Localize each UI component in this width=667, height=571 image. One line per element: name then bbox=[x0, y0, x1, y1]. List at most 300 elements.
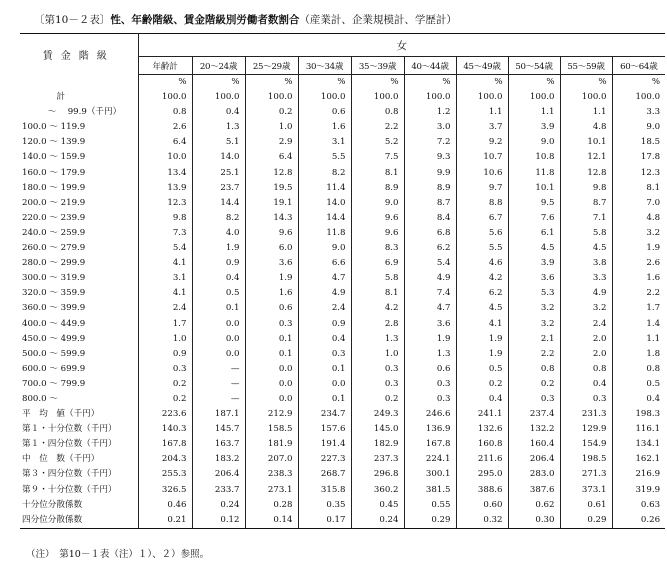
table-cell: 0.2 bbox=[245, 105, 298, 120]
column-header: 30～34歳 bbox=[298, 57, 351, 75]
table-cell: 231.3 bbox=[560, 407, 612, 422]
table-cell: 0.1 bbox=[245, 347, 298, 362]
table-cell: 0.3 bbox=[351, 377, 404, 392]
table-cell: 0.0 bbox=[192, 347, 245, 362]
table-row bbox=[20, 422, 665, 437]
table-cell: 3.7 bbox=[456, 120, 508, 135]
table-cell: 0.2 bbox=[138, 392, 192, 407]
row-label: 第１・四分位数（千円） bbox=[20, 437, 138, 452]
table-cell: 3.2 bbox=[508, 317, 560, 332]
table-row bbox=[20, 105, 665, 120]
table-cell: 5.4 bbox=[138, 241, 192, 256]
table-row bbox=[20, 196, 665, 211]
table-cell: 1.3 bbox=[404, 347, 456, 362]
table-cell: 1.1 bbox=[560, 105, 612, 120]
table-cell: 8.1 bbox=[351, 166, 404, 181]
table-title bbox=[34, 12, 457, 27]
table-cell: % bbox=[351, 75, 404, 91]
table-cell: 0.8 bbox=[351, 105, 404, 120]
table-cell: 8.2 bbox=[298, 166, 351, 181]
table-cell: 3.2 bbox=[646, 227, 661, 238]
table-cell: 12.1 bbox=[560, 150, 612, 165]
table-cell: 1.6 bbox=[298, 120, 351, 135]
table-cell: 1.6 bbox=[245, 286, 298, 301]
table-cell: 360.2 bbox=[351, 483, 404, 498]
table-cell: 1.3 bbox=[351, 332, 404, 347]
table-cell: 9.9 bbox=[404, 166, 456, 181]
row-label: 220.0 ～ 239.9 bbox=[20, 211, 138, 226]
table-cell: 234.7 bbox=[298, 407, 351, 422]
table-cell: 273.1 bbox=[245, 483, 298, 498]
table-cell: 0.3 bbox=[508, 392, 560, 407]
table-cell: 100.0 bbox=[351, 90, 404, 105]
table-cell: 7.4 bbox=[404, 286, 456, 301]
row-label: 180.0 ～ 199.9 bbox=[20, 181, 138, 196]
table-cell: 5.5 bbox=[456, 241, 508, 256]
table-cell: 0.6 bbox=[298, 105, 351, 120]
table-cell: 1.0 bbox=[351, 347, 404, 362]
row-label: 第１・十分位数（千円） bbox=[20, 422, 138, 437]
table-cell: 0.35 bbox=[298, 498, 351, 513]
table-row bbox=[20, 226, 665, 241]
table-cell: 25.1 bbox=[192, 166, 245, 181]
table-cell: 211.6 bbox=[456, 452, 508, 467]
table-cell: 0.21 bbox=[138, 513, 192, 529]
table-cell: 6.6 bbox=[298, 256, 351, 271]
table-cell: 5.2 bbox=[351, 135, 404, 150]
table-cell: 3.2 bbox=[560, 301, 612, 316]
table-row bbox=[20, 241, 665, 256]
table-cell: 0.8 bbox=[138, 105, 192, 120]
table-cell: 8.4 bbox=[404, 211, 456, 226]
table-cell: 9.6 bbox=[245, 226, 298, 241]
table-cell: 140.3 bbox=[138, 422, 192, 437]
row-label: 平 均 値（千円） bbox=[20, 407, 138, 422]
table-cell: 8.9 bbox=[351, 181, 404, 196]
table-cell: 3.8 bbox=[560, 256, 612, 271]
table-cell: 2.9 bbox=[245, 135, 298, 150]
table-cell: 0.4 bbox=[646, 393, 661, 404]
row-label: 200.0 ～ 219.9 bbox=[20, 196, 138, 211]
table-cell: — bbox=[192, 392, 245, 407]
table-cell: 1.8 bbox=[646, 348, 661, 359]
table-cell: 100.0 bbox=[138, 90, 192, 105]
table-row bbox=[20, 377, 665, 392]
table-cell: 10.0 bbox=[138, 150, 192, 165]
table-cell: 100.0 bbox=[404, 90, 456, 105]
table-cell: 207.0 bbox=[245, 452, 298, 467]
row-label: 四分位分散係数 bbox=[20, 513, 138, 529]
table-cell: 11.8 bbox=[508, 166, 560, 181]
table-cell: 0.24 bbox=[351, 513, 404, 529]
wage-distribution-table bbox=[20, 33, 665, 529]
table-row bbox=[20, 181, 665, 196]
table-cell: 12.3 bbox=[640, 167, 661, 178]
table-cell: 0.3 bbox=[138, 362, 192, 377]
table-row bbox=[20, 150, 665, 165]
table-cell: 0.45 bbox=[351, 498, 404, 513]
table-cell: 1.2 bbox=[404, 105, 456, 120]
table-cell: 387.6 bbox=[508, 483, 560, 498]
table-cell: 227.3 bbox=[298, 452, 351, 467]
table-row bbox=[20, 166, 665, 181]
table-cell: % bbox=[192, 75, 245, 91]
column-header: 40～44歳 bbox=[404, 57, 456, 75]
table-cell: 0.12 bbox=[192, 513, 245, 529]
table-cell: 9.5 bbox=[508, 196, 560, 211]
table-cell: 319.9 bbox=[635, 484, 661, 495]
table-cell: 0.3 bbox=[298, 347, 351, 362]
table-cell: 0.8 bbox=[508, 362, 560, 377]
table-cell: 0.9 bbox=[298, 317, 351, 332]
table-cell: 0.0 bbox=[245, 377, 298, 392]
table-cell: 100.0 bbox=[298, 90, 351, 105]
table-cell: 6.0 bbox=[245, 241, 298, 256]
column-header: 35～39歳 bbox=[351, 57, 404, 75]
table-cell: 0.5 bbox=[456, 362, 508, 377]
table-cell: 2.8 bbox=[351, 317, 404, 332]
row-label: 十分位分散係数 bbox=[20, 498, 138, 513]
table-cell: 1.3 bbox=[192, 120, 245, 135]
table-row bbox=[20, 135, 665, 150]
table-cell: 255.3 bbox=[138, 467, 192, 482]
table-cell: 10.6 bbox=[456, 166, 508, 181]
table-cell: 160.8 bbox=[456, 437, 508, 452]
table-subtitle: （産業計、企業規模計、学歴計） bbox=[299, 14, 457, 26]
row-label: 600.0 ～ 699.9 bbox=[20, 362, 138, 377]
row-label bbox=[20, 75, 138, 91]
table-cell: 0.8 bbox=[646, 363, 661, 374]
table-cell: 0.32 bbox=[456, 513, 508, 529]
table-cell: 0.61 bbox=[560, 498, 612, 513]
table-cell: 0.26 bbox=[612, 513, 665, 529]
row-label: 320.0 ～ 359.9 bbox=[20, 286, 138, 301]
table-cell: 3.6 bbox=[404, 317, 456, 332]
table-cell: 246.6 bbox=[404, 407, 456, 422]
row-label: 700.0 ～ 799.9 bbox=[20, 377, 138, 392]
table-cell: 187.1 bbox=[192, 407, 245, 422]
table-cell: 233.7 bbox=[192, 483, 245, 498]
table-cell: 3.6 bbox=[508, 271, 560, 286]
table-cell: 8.9 bbox=[404, 181, 456, 196]
table-cell: 9.8 bbox=[138, 211, 192, 226]
table-cell: 2.4 bbox=[298, 301, 351, 316]
table-cell: 3.6 bbox=[245, 256, 298, 271]
table-cell: 198.3 bbox=[635, 409, 661, 420]
table-cell: 14.4 bbox=[298, 211, 351, 226]
table-cell: 0.0 bbox=[192, 317, 245, 332]
table-cell: 4.0 bbox=[192, 226, 245, 241]
table-cell: 7.2 bbox=[404, 135, 456, 150]
table-cell: 2.6 bbox=[646, 258, 661, 269]
table-row bbox=[20, 332, 665, 347]
table-cell: 3.9 bbox=[508, 120, 560, 135]
table-cell: 0.29 bbox=[404, 513, 456, 529]
table-cell: 9.0 bbox=[351, 196, 404, 211]
table-cell: 2.4 bbox=[138, 301, 192, 316]
row-label: 260.0 ～ 279.9 bbox=[20, 241, 138, 256]
table-cell: 163.7 bbox=[192, 437, 245, 452]
table-cell: 0.1 bbox=[192, 301, 245, 316]
group-header-female: 女 bbox=[138, 34, 665, 57]
row-label: 100.0 ～ 119.9 bbox=[20, 120, 138, 135]
table-cell: 1.7 bbox=[646, 303, 661, 314]
table-cell: 100.0 bbox=[245, 90, 298, 105]
table-row bbox=[20, 286, 665, 301]
table-cell: 0.29 bbox=[560, 513, 612, 529]
table-cell: 283.0 bbox=[508, 467, 560, 482]
table-row bbox=[20, 407, 665, 422]
table-cell: 2.2 bbox=[508, 347, 560, 362]
table-cell: 0.62 bbox=[508, 498, 560, 513]
table-cell: % bbox=[560, 75, 612, 91]
row-label: 300.0 ～ 319.9 bbox=[20, 271, 138, 286]
table-cell: 5.5 bbox=[298, 150, 351, 165]
table-cell: 373.1 bbox=[560, 483, 612, 498]
table-cell: 136.9 bbox=[404, 422, 456, 437]
column-header: 20～24歳 bbox=[192, 57, 245, 75]
table-cell: 223.6 bbox=[138, 407, 192, 422]
table-row bbox=[20, 317, 665, 332]
column-header: 45～49歳 bbox=[456, 57, 508, 75]
table-cell: 1.0 bbox=[245, 120, 298, 135]
table-cell: 1.0 bbox=[138, 332, 192, 347]
table-number: 〔第10－２表〕 bbox=[34, 14, 111, 26]
table-cell: 182.9 bbox=[351, 437, 404, 452]
table-cell: 10.1 bbox=[508, 181, 560, 196]
table-cell: 206.4 bbox=[508, 452, 560, 467]
table-cell: 14.0 bbox=[192, 150, 245, 165]
table-cell: 3.3 bbox=[646, 107, 661, 118]
table-cell: 9.0 bbox=[298, 241, 351, 256]
table-cell: 0.60 bbox=[456, 498, 508, 513]
row-label: 280.0 ～ 299.9 bbox=[20, 256, 138, 271]
table-cell: 206.4 bbox=[192, 467, 245, 482]
table-cell: 0.0 bbox=[298, 377, 351, 392]
table-cell: 0.2 bbox=[351, 392, 404, 407]
table-cell: 11.4 bbox=[298, 181, 351, 196]
table-cell: 4.2 bbox=[351, 301, 404, 316]
table-cell: 326.5 bbox=[138, 483, 192, 498]
table-cell: 0.28 bbox=[245, 498, 298, 513]
table-row bbox=[20, 75, 665, 91]
table-cell: 0.8 bbox=[560, 362, 612, 377]
table-cell: 8.1 bbox=[646, 182, 661, 193]
table-cell: 5.8 bbox=[560, 226, 612, 241]
table-cell: 1.1 bbox=[646, 333, 661, 344]
table-cell: 19.5 bbox=[245, 181, 298, 196]
table-cell: 5.3 bbox=[508, 286, 560, 301]
table-cell: 10.1 bbox=[560, 135, 612, 150]
table-cell: 238.3 bbox=[245, 467, 298, 482]
table-cell: 7.1 bbox=[560, 211, 612, 226]
column-header: 60～64歳 bbox=[612, 57, 665, 75]
table-cell: 0.2 bbox=[138, 377, 192, 392]
table-cell: 3.9 bbox=[508, 256, 560, 271]
table-cell: 12.8 bbox=[560, 166, 612, 181]
table-cell: 7.5 bbox=[351, 150, 404, 165]
row-label: ～ 99.9（千円） bbox=[20, 105, 138, 120]
table-cell: 145.7 bbox=[192, 422, 245, 437]
table-cell: 167.8 bbox=[404, 437, 456, 452]
table-cell: 12.3 bbox=[138, 196, 192, 211]
table-cell: 296.8 bbox=[351, 467, 404, 482]
table-cell: 1.9 bbox=[192, 241, 245, 256]
table-cell: 162.1 bbox=[635, 454, 661, 465]
table-cell: % bbox=[456, 75, 508, 91]
table-cell: 18.5 bbox=[640, 137, 661, 148]
table-cell: 1.9 bbox=[456, 347, 508, 362]
table-cell: 5.6 bbox=[456, 226, 508, 241]
table-cell: 381.5 bbox=[404, 483, 456, 498]
table-cell: 0.3 bbox=[245, 317, 298, 332]
table-cell: 224.1 bbox=[404, 452, 456, 467]
table-row bbox=[20, 483, 665, 498]
table-cell: 100.0 bbox=[635, 92, 661, 103]
table-cell: 9.8 bbox=[560, 181, 612, 196]
table-cell: 241.1 bbox=[456, 407, 508, 422]
table-cell: 0.55 bbox=[404, 498, 456, 513]
table-cell: 4.9 bbox=[298, 286, 351, 301]
table-cell: 4.1 bbox=[138, 286, 192, 301]
table-row bbox=[20, 452, 665, 467]
table-cell: 4.2 bbox=[456, 271, 508, 286]
table-cell: 0.6 bbox=[404, 362, 456, 377]
table-cell: 216.9 bbox=[635, 469, 661, 480]
row-label: 450.0 ～ 499.9 bbox=[20, 332, 138, 347]
table-cell: 0.30 bbox=[508, 513, 560, 529]
table-row bbox=[20, 347, 665, 362]
table-cell: 10.7 bbox=[456, 150, 508, 165]
table-cell: 4.9 bbox=[560, 286, 612, 301]
table-cell: 5.8 bbox=[351, 271, 404, 286]
table-cell: 154.9 bbox=[560, 437, 612, 452]
table-row bbox=[20, 90, 665, 105]
table-cell: 1.1 bbox=[456, 105, 508, 120]
table-cell: 183.2 bbox=[192, 452, 245, 467]
row-label: 160.0 ～ 179.9 bbox=[20, 166, 138, 181]
table-cell: 0.3 bbox=[404, 377, 456, 392]
table-cell: — bbox=[192, 377, 245, 392]
table-cell: 8.2 bbox=[192, 211, 245, 226]
table-cell: 17.8 bbox=[640, 152, 661, 163]
table-cell: 3.0 bbox=[404, 120, 456, 135]
table-cell: 0.9 bbox=[192, 256, 245, 271]
table-cell: 4.7 bbox=[298, 271, 351, 286]
table-cell: 12.8 bbox=[245, 166, 298, 181]
table-cell: 23.7 bbox=[192, 181, 245, 196]
table-cell: 315.8 bbox=[298, 483, 351, 498]
table-cell: 3.1 bbox=[298, 135, 351, 150]
table-cell: 9.6 bbox=[351, 211, 404, 226]
row-label: 500.0 ～ 599.9 bbox=[20, 347, 138, 362]
table-cell: 5.4 bbox=[404, 256, 456, 271]
row-label: 140.0 ～ 159.9 bbox=[20, 150, 138, 165]
table-cell: 268.7 bbox=[298, 467, 351, 482]
table-cell: 2.0 bbox=[560, 332, 612, 347]
table-cell: 0.3 bbox=[351, 362, 404, 377]
table-cell: 6.4 bbox=[138, 135, 192, 150]
column-header: 25～29歳 bbox=[245, 57, 298, 75]
table-cell: 2.4 bbox=[560, 317, 612, 332]
row-label: 800.0 ～ bbox=[20, 392, 138, 407]
table-cell: 6.4 bbox=[245, 150, 298, 165]
table-cell: 0.4 bbox=[456, 392, 508, 407]
table-cell: % bbox=[245, 75, 298, 91]
table-cell: 14.3 bbox=[245, 211, 298, 226]
table-row bbox=[20, 437, 665, 452]
table-cell: 4.1 bbox=[456, 317, 508, 332]
row-label: 120.0 ～ 139.9 bbox=[20, 135, 138, 150]
table-cell: 0.0 bbox=[245, 392, 298, 407]
table-cell: 2.2 bbox=[351, 120, 404, 135]
column-header: 50～54歳 bbox=[508, 57, 560, 75]
row-label: 400.0 ～ 449.9 bbox=[20, 317, 138, 332]
table-note: （注） 第10－１表（注）１）、２）参照。 bbox=[26, 549, 210, 560]
table-cell: 237.3 bbox=[351, 452, 404, 467]
table-cell: 0.3 bbox=[404, 392, 456, 407]
row-label: 計 bbox=[20, 90, 138, 105]
table-cell: 181.9 bbox=[245, 437, 298, 452]
table-cell: 0.5 bbox=[192, 286, 245, 301]
table-cell: 7.0 bbox=[646, 197, 661, 208]
table-cell: 0.1 bbox=[298, 392, 351, 407]
table-cell: 11.8 bbox=[298, 226, 351, 241]
table-cell: 0.2 bbox=[508, 377, 560, 392]
table-cell: 6.7 bbox=[456, 211, 508, 226]
table-cell: 1.4 bbox=[646, 318, 661, 329]
row-label: 360.0 ～ 399.9 bbox=[20, 301, 138, 316]
table-cell: 8.8 bbox=[456, 196, 508, 211]
row-label: 240.0 ～ 259.9 bbox=[20, 226, 138, 241]
table-cell: 7.3 bbox=[138, 226, 192, 241]
table-cell: 0.46 bbox=[138, 498, 192, 513]
table-cell: 129.9 bbox=[560, 422, 612, 437]
table-cell: 1.9 bbox=[456, 332, 508, 347]
table-main-title: 性、年齢階級、賃金階級別労働者数割合 bbox=[110, 14, 300, 26]
table-cell: 0.2 bbox=[456, 377, 508, 392]
table-cell: 160.4 bbox=[508, 437, 560, 452]
table-row bbox=[20, 211, 665, 226]
table-cell: 6.1 bbox=[508, 226, 560, 241]
table-cell: 8.7 bbox=[560, 196, 612, 211]
table-cell: 191.4 bbox=[298, 437, 351, 452]
table-cell: 6.2 bbox=[456, 286, 508, 301]
table-cell: 4.5 bbox=[456, 301, 508, 316]
table-cell: 212.9 bbox=[245, 407, 298, 422]
table-cell: 1.9 bbox=[646, 243, 661, 254]
table-cell: 157.6 bbox=[298, 422, 351, 437]
table-cell: 14.0 bbox=[298, 196, 351, 211]
table-cell: 0.4 bbox=[192, 105, 245, 120]
table-cell: 0.9 bbox=[138, 347, 192, 362]
table-cell: 0.5 bbox=[646, 378, 661, 389]
row-label: 第９・十分位数（千円） bbox=[20, 483, 138, 498]
table-cell: 158.5 bbox=[245, 422, 298, 437]
table-cell: 0.24 bbox=[192, 498, 245, 513]
table-cell: 300.1 bbox=[404, 467, 456, 482]
row-header-wage-class: 賃金階級 bbox=[20, 34, 138, 75]
table-cell: 10.8 bbox=[508, 150, 560, 165]
table-cell: 6.2 bbox=[404, 241, 456, 256]
table-cell: 1.9 bbox=[245, 271, 298, 286]
table-row bbox=[20, 301, 665, 316]
table-cell: 6.8 bbox=[404, 226, 456, 241]
table-cell: % bbox=[298, 75, 351, 91]
table-cell: 8.7 bbox=[404, 196, 456, 211]
table-cell: 1.1 bbox=[508, 105, 560, 120]
table-cell: 0.63 bbox=[640, 499, 661, 510]
